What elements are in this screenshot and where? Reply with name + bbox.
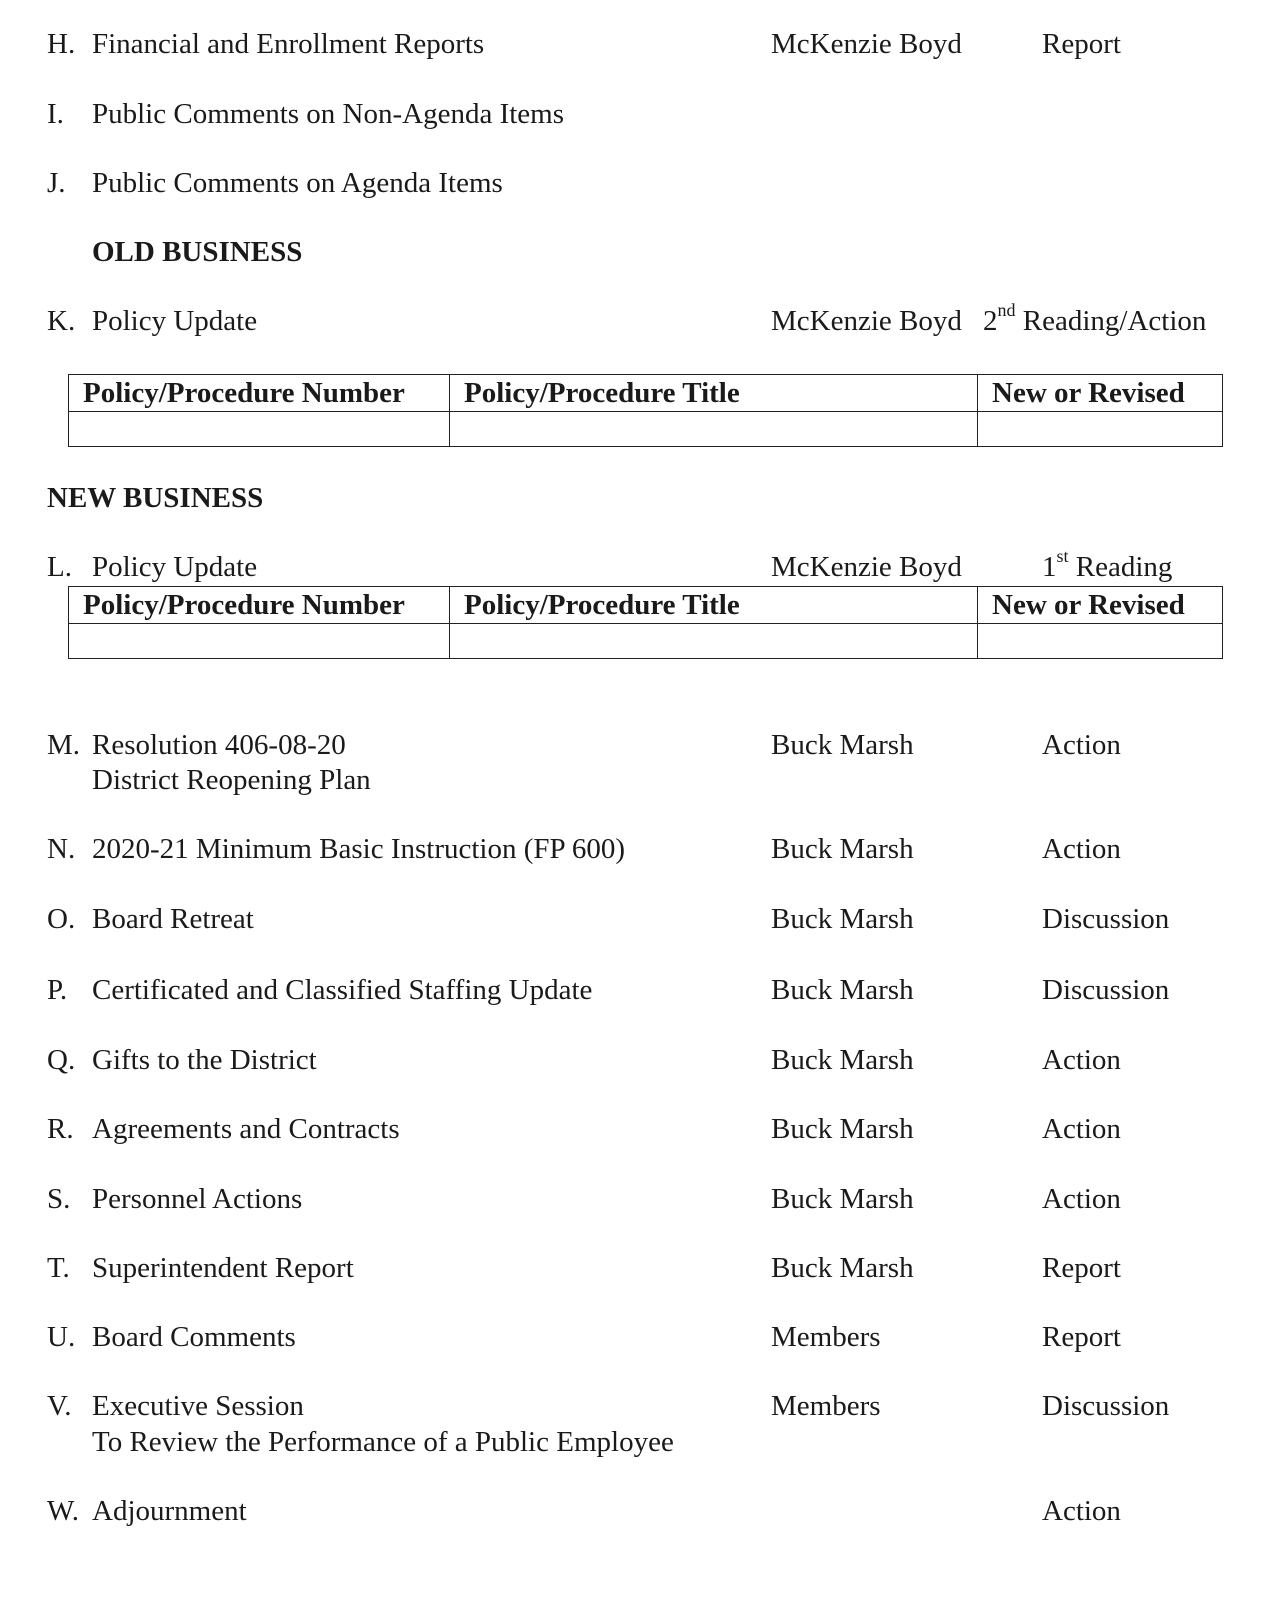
old-business-heading: OLD BUSINESS (92, 236, 303, 268)
item-letter: S. (47, 1183, 71, 1215)
table-cell (69, 624, 450, 659)
item-presenter: Buck Marsh (771, 974, 914, 1006)
item-action: Action (1042, 1495, 1121, 1527)
item-title: Superintendent Report (92, 1252, 354, 1284)
table-row (69, 412, 1223, 447)
item-presenter: Members (771, 1390, 881, 1422)
table-cell (450, 412, 978, 447)
item-action: Action (1042, 729, 1121, 761)
table-row (69, 624, 1223, 659)
item-title: Public Comments on Agenda Items (92, 167, 503, 199)
item-letter: M. (47, 729, 81, 761)
item-subtitle: To Review the Performance of a Public Employee (92, 1426, 674, 1458)
item-action: 1st Reading (1042, 546, 1173, 583)
item-subtitle: District Reopening Plan (92, 764, 371, 796)
item-title: Policy Update (92, 305, 258, 337)
item-action: 2nd Reading/Action (983, 300, 1207, 337)
item-letter: I. (47, 98, 64, 130)
table-cell (450, 624, 978, 659)
item-action: Report (1042, 28, 1121, 60)
item-presenter: Buck Marsh (771, 1113, 914, 1145)
item-title: Public Comments on Non-Agenda Items (92, 98, 565, 130)
item-action: Action (1042, 1113, 1121, 1145)
item-action: Discussion (1042, 1390, 1170, 1422)
table-cell (978, 624, 1223, 659)
item-letter: O. (47, 903, 76, 935)
item-letter: P. (47, 974, 68, 1006)
item-presenter: McKenzie Boyd (771, 28, 962, 60)
item-letter: K. (47, 305, 76, 337)
column-header: Policy/Procedure Number (69, 587, 450, 624)
column-header: Policy/Procedure Title (450, 587, 978, 624)
item-title: Adjournment (92, 1495, 247, 1527)
item-title: Resolution 406-08-20 (92, 729, 346, 761)
item-title: Board Comments (92, 1321, 296, 1353)
item-title: Board Retreat (92, 903, 254, 935)
item-letter: J. (47, 167, 66, 199)
table-cell (978, 412, 1223, 447)
column-header: Policy/Procedure Number (69, 375, 450, 412)
item-action: Report (1042, 1252, 1121, 1284)
column-header: New or Revised (978, 587, 1223, 624)
item-title: Certificated and Classified Staffing Update (92, 974, 593, 1006)
item-action: Action (1042, 1183, 1121, 1215)
item-title: Policy Update (92, 551, 258, 583)
item-letter: V. (47, 1390, 72, 1422)
table-header-row (69, 375, 1223, 412)
item-action: Discussion (1042, 974, 1170, 1006)
item-letter: N. (47, 833, 76, 865)
item-title: Financial and Enrollment Reports (92, 28, 485, 60)
old-business-policy-table (68, 374, 1223, 447)
new-business-policy-table (68, 586, 1223, 659)
item-title: Personnel Actions (92, 1183, 303, 1215)
column-header: New or Revised (978, 375, 1223, 412)
item-letter: H. (47, 28, 76, 60)
item-letter: W. (47, 1495, 79, 1527)
table-header-row (69, 587, 1223, 624)
item-action: Discussion (1042, 903, 1170, 935)
item-title: Gifts to the District (92, 1044, 317, 1076)
item-letter: U. (47, 1321, 76, 1353)
item-presenter: McKenzie Boyd (771, 305, 962, 337)
item-letter: T. (47, 1252, 70, 1284)
item-title: Agreements and Contracts (92, 1113, 400, 1145)
item-letter: Q. (47, 1044, 76, 1076)
item-title: 2020-21 Minimum Basic Instruction (FP 600) (92, 833, 625, 865)
column-header: Policy/Procedure Title (450, 375, 978, 412)
item-action: Action (1042, 833, 1121, 865)
item-presenter: Members (771, 1321, 881, 1353)
item-presenter: Buck Marsh (771, 903, 914, 935)
item-presenter: Buck Marsh (771, 1252, 914, 1284)
item-title: Executive Session (92, 1390, 304, 1422)
item-presenter: Buck Marsh (771, 833, 914, 865)
item-action: Report (1042, 1321, 1121, 1353)
item-presenter: Buck Marsh (771, 1183, 914, 1215)
item-presenter: Buck Marsh (771, 1044, 914, 1076)
new-business-heading: NEW BUSINESS (47, 482, 264, 514)
item-letter: R. (47, 1113, 74, 1145)
item-presenter: Buck Marsh (771, 729, 914, 761)
item-action: Action (1042, 1044, 1121, 1076)
item-letter: L. (47, 551, 72, 583)
item-presenter: McKenzie Boyd (771, 551, 962, 583)
table-cell (69, 412, 450, 447)
